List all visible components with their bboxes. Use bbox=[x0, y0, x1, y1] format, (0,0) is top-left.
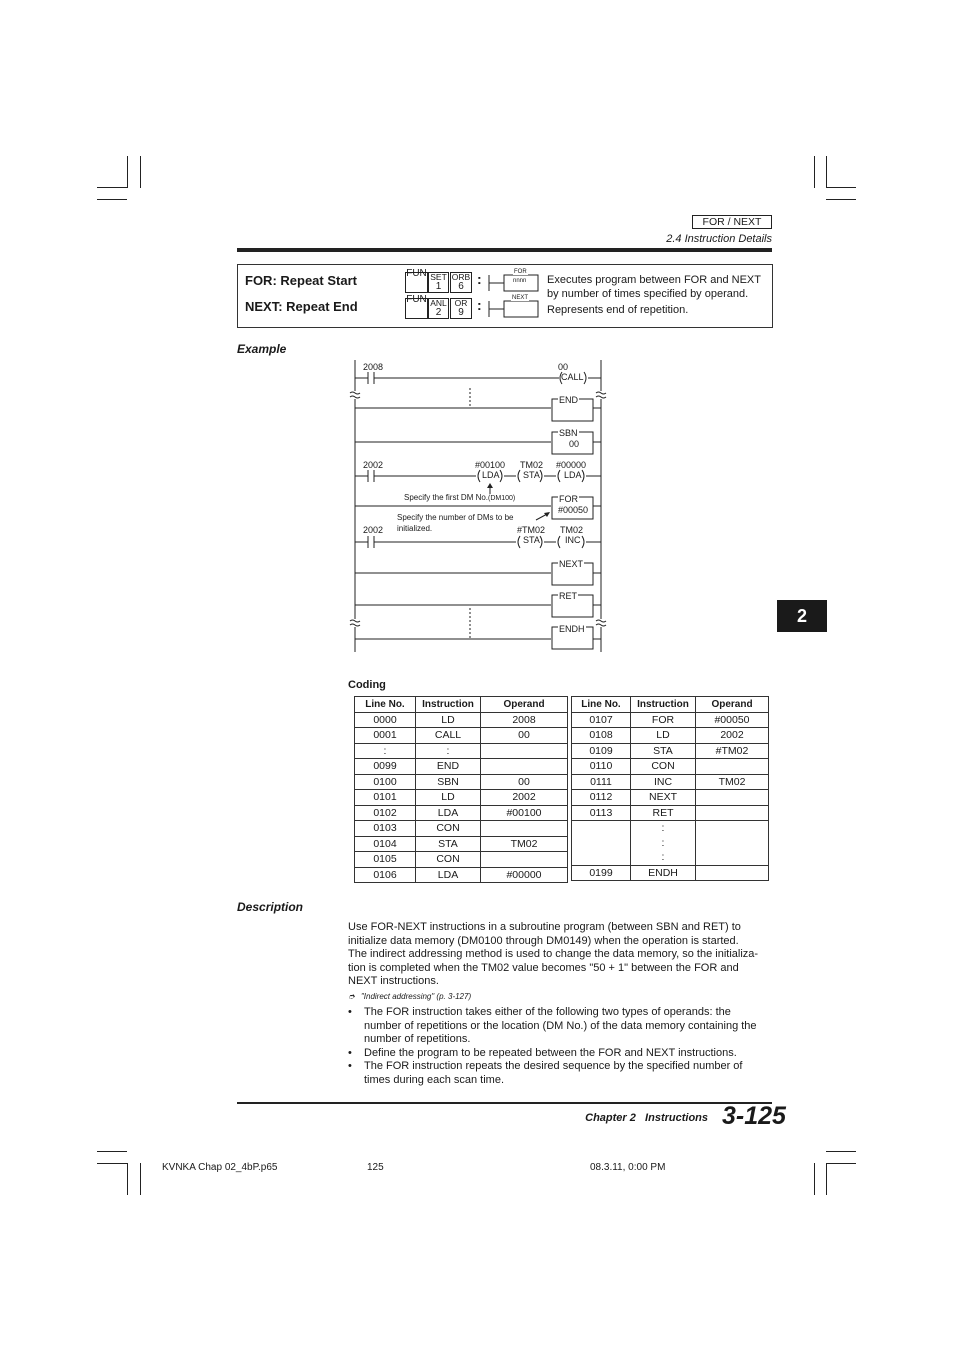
table-row: 0110 CON bbox=[572, 759, 769, 775]
table-row: 0099 END bbox=[355, 759, 568, 775]
column-header: Line No. bbox=[355, 697, 416, 713]
note-number-of-dms: Specify the number of DMs to be bbox=[397, 513, 514, 522]
contact-label: 2002 bbox=[363, 460, 384, 470]
column-header: Operand bbox=[481, 697, 568, 713]
for-description: Executes program between FOR and NEXT by number of times specified by operand. bbox=[547, 274, 761, 300]
chapter-label: Chapter 2 Instructions bbox=[585, 1112, 708, 1124]
table-row: 0101 LD 2002 bbox=[355, 790, 568, 806]
call-instruction: CALL bbox=[561, 372, 584, 382]
section-tag: FOR / NEXT bbox=[692, 215, 772, 229]
description-heading: Description bbox=[237, 900, 304, 914]
lda-operand: #00100 bbox=[475, 460, 506, 470]
table-row: : : bbox=[355, 743, 568, 759]
table-row: 0105 CON bbox=[355, 852, 568, 868]
table-row: 0112 NEXT bbox=[572, 790, 769, 806]
sta-instruction: STA bbox=[523, 470, 540, 480]
column-header: Operand bbox=[696, 697, 769, 713]
file-name: KVNKA Chap 02_4bP.p65 bbox=[162, 1162, 278, 1173]
lda-instruction: LDA bbox=[482, 470, 500, 480]
table-row: 0001 CALL 00 bbox=[355, 728, 568, 744]
reference-link[interactable]: ➮ "Indirect addressing" (p. 3-127) bbox=[348, 992, 472, 1001]
inc-instruction: INC bbox=[565, 535, 581, 545]
arrow-icon: ➮ bbox=[348, 992, 355, 1001]
table-row: : bbox=[572, 836, 769, 851]
anl-2-key: ANL 2 bbox=[428, 298, 449, 319]
chapter-tab[interactable]: 2 bbox=[777, 600, 827, 632]
table-row: 0102 LDA #00100 bbox=[355, 805, 568, 821]
table-row: 0106 LDA #00000 bbox=[355, 867, 568, 883]
for-box-operand: nnnn bbox=[513, 278, 527, 284]
header-rule bbox=[237, 248, 772, 252]
list-item: • The FOR instruction repeats the desired sequence by the specified number of times during each scan time. bbox=[348, 1060, 743, 1086]
table-row: 0109 STA #TM02 bbox=[572, 743, 769, 759]
for-box-label: FOR bbox=[514, 269, 527, 275]
inc-operand: TM02 bbox=[560, 525, 584, 535]
fun-key: FUN bbox=[405, 272, 428, 293]
table-row: 0111 INC TM02 bbox=[572, 774, 769, 790]
fun-key: FUN bbox=[405, 298, 428, 319]
table-row: 0103 CON bbox=[355, 821, 568, 837]
endh-instruction: ENDH bbox=[559, 624, 585, 634]
note-first-dm: Specify the first DM No.(DM100) bbox=[404, 493, 516, 502]
next-box-label: NEXT bbox=[512, 295, 529, 301]
sbn-operand: 00 bbox=[569, 439, 580, 449]
colon: : bbox=[477, 297, 482, 313]
note-number-of-dms: initialized. bbox=[397, 524, 433, 533]
table-row: : bbox=[572, 821, 769, 836]
for-instruction: FOR bbox=[559, 494, 578, 504]
table-row: 0100 SBN 00 bbox=[355, 774, 568, 790]
sta-operand: #TM02 bbox=[517, 525, 546, 535]
orb-6-key: ORB 6 bbox=[451, 272, 471, 292]
contact-label: 2002 bbox=[363, 525, 384, 535]
column-header: Instruction bbox=[631, 697, 696, 713]
timestamp: 08.3.11, 0:00 PM bbox=[590, 1162, 666, 1173]
table-row: 0108 LD 2002 bbox=[572, 728, 769, 744]
next-title: NEXT: Repeat End bbox=[245, 299, 358, 314]
footer-rule bbox=[237, 1102, 772, 1104]
lda-instruction: LDA bbox=[564, 470, 582, 480]
column-header: Line No. bbox=[572, 697, 631, 713]
list-item: • Define the program to be repeated between the FOR and NEXT instructions. bbox=[348, 1047, 737, 1059]
page-number: 3-125 bbox=[722, 1102, 786, 1130]
table-row: 0104 STA TM02 bbox=[355, 836, 568, 852]
sheet-number: 125 bbox=[367, 1162, 384, 1173]
sta-operand: TM02 bbox=[520, 460, 544, 470]
or-9-key: OR 9 bbox=[450, 298, 472, 319]
table-row: : bbox=[572, 850, 769, 865]
end-instruction: END bbox=[559, 395, 579, 405]
for-title: FOR: Repeat Start bbox=[245, 273, 357, 288]
set-1-key: SET 1 bbox=[428, 272, 449, 293]
contact-label: 2008 bbox=[363, 362, 384, 372]
coding-heading: Coding bbox=[348, 679, 386, 691]
ret-instruction: RET bbox=[559, 591, 577, 601]
coding-table-right bbox=[571, 696, 769, 881]
sbn-instruction: SBN bbox=[559, 428, 578, 438]
for-operand: #00050 bbox=[558, 505, 589, 515]
list-item: • The FOR instruction takes either of the following two types of operands: the number of repetitions or the location (DM No.) of the data memory containing the number of repetitions. bbox=[348, 1006, 757, 1046]
sta-instruction: STA bbox=[523, 535, 540, 545]
instruction-summary bbox=[237, 264, 773, 328]
next-instruction: NEXT bbox=[559, 559, 584, 569]
lda-operand: #00000 bbox=[556, 460, 587, 470]
description-paragraph: Use FOR-NEXT instructions in a subroutine program (between SBN and RET) to initialize data memory (DM0100 through DM0149) when the operation is started. The indirect addressing method is used to change the data memory, so the initializa- tion is completed when the TM02 value becomes "50 + 1" between the FOR and NEXT instructions. bbox=[348, 921, 759, 988]
table-row: 0000 LD 2008 bbox=[355, 712, 568, 728]
example-heading: Example bbox=[237, 342, 287, 356]
call-operand: 00 bbox=[558, 362, 569, 372]
coding-table-left bbox=[354, 696, 568, 883]
table-row: 0199 ENDH bbox=[572, 865, 769, 881]
table-row: 0107 FOR #00050 bbox=[572, 712, 769, 728]
column-header: Instruction bbox=[416, 697, 481, 713]
section-title: 2.4 Instruction Details bbox=[666, 233, 772, 245]
next-description: Represents end of repetition. bbox=[547, 304, 689, 316]
colon: : bbox=[477, 271, 482, 287]
table-row: 0113 RET bbox=[572, 805, 769, 821]
